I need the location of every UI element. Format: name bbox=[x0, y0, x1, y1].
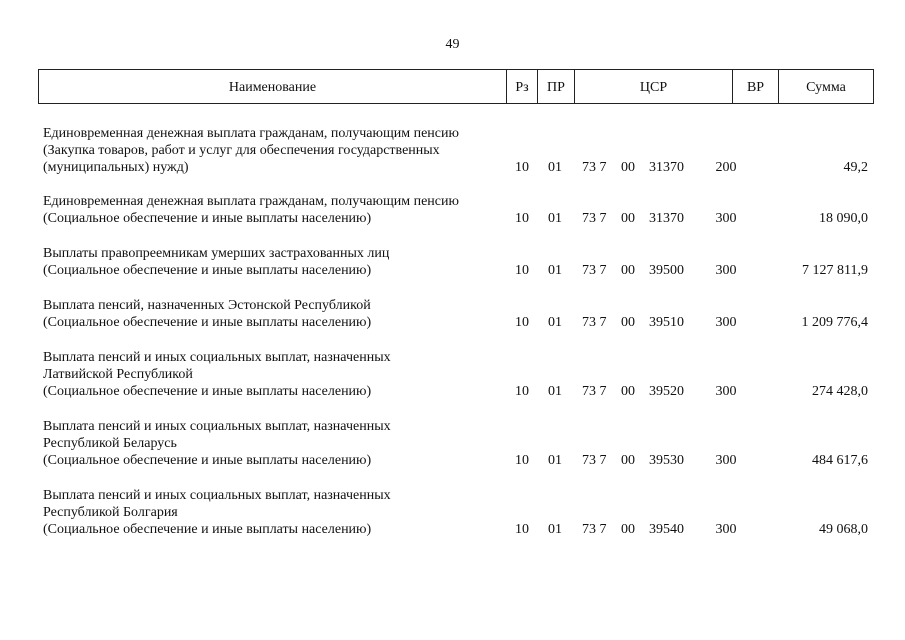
row-rz: 10 bbox=[515, 315, 529, 330]
row-vr: 300 bbox=[715, 263, 737, 278]
row-name-line: Выплата пенсий и иных социальных выплат, назначенных bbox=[43, 419, 391, 434]
row-name-line: Латвийской Республикой bbox=[43, 367, 193, 382]
row-rz: 10 bbox=[515, 384, 529, 399]
row-csr-code: 31370 bbox=[649, 211, 684, 226]
header-pr: ПР bbox=[538, 70, 575, 103]
row-name bbox=[43, 349, 503, 400]
row-sum: 49,2 bbox=[843, 160, 868, 175]
row-csr-program: 73 7 bbox=[582, 522, 607, 537]
page-number: 49 bbox=[445, 37, 460, 52]
row-csr-program: 73 7 bbox=[582, 263, 607, 278]
row-name bbox=[43, 125, 503, 176]
row-csr-code: 39500 bbox=[649, 263, 684, 278]
row-vr: 300 bbox=[715, 315, 737, 330]
row-csr-program: 73 7 bbox=[582, 211, 607, 226]
row-csr-code: 39530 bbox=[649, 453, 684, 468]
row-sum: 1 209 776,4 bbox=[801, 315, 868, 330]
row-csr-subprogram: 00 bbox=[621, 453, 635, 468]
row-pr: 01 bbox=[548, 384, 562, 399]
row-vr: 300 bbox=[715, 522, 737, 537]
row-name bbox=[43, 297, 503, 331]
header-sum: Сумма bbox=[806, 80, 846, 95]
row-name-line: Единовременная денежная выплата гражданам, получающим пенсию bbox=[43, 126, 459, 141]
row-name bbox=[43, 193, 503, 227]
table-header bbox=[38, 69, 874, 104]
row-name bbox=[43, 245, 503, 279]
row-name-line: Выплата пенсий и иных социальных выплат, назначенных bbox=[43, 350, 391, 365]
row-csr-code: 39520 bbox=[649, 384, 684, 399]
row-csr-program: 73 7 bbox=[582, 160, 607, 175]
row-name-line: (Социальное обеспечение и иные выплаты населению) bbox=[43, 211, 372, 226]
row-csr-subprogram: 00 bbox=[621, 315, 635, 330]
row-csr-subprogram: 00 bbox=[621, 263, 635, 278]
row-rz: 10 bbox=[515, 160, 529, 175]
row-name-line: Выплата пенсий и иных социальных выплат, назначенных bbox=[43, 488, 391, 503]
header-rz: Рз bbox=[507, 70, 538, 103]
row-csr-subprogram: 00 bbox=[621, 522, 635, 537]
row-name-line: (Закупка товаров, работ и услуг для обеспечения государственных bbox=[43, 143, 440, 158]
row-rz: 10 bbox=[515, 522, 529, 537]
row-name-line: (муниципальных) нужд) bbox=[43, 160, 189, 175]
row-name-line: Выплаты правопреемникам умерших застрахованных лиц bbox=[43, 246, 390, 261]
row-rz: 10 bbox=[515, 453, 529, 468]
header-name: Наименование bbox=[39, 70, 507, 103]
row-pr: 01 bbox=[548, 453, 562, 468]
row-name-line: Выплата пенсий, назначенных Эстонской Республикой bbox=[43, 298, 371, 313]
row-name bbox=[43, 487, 503, 538]
row-csr-code: 39540 bbox=[649, 522, 684, 537]
row-sum: 484 617,6 bbox=[812, 453, 868, 468]
row-pr: 01 bbox=[548, 522, 562, 537]
row-name bbox=[43, 418, 503, 469]
header-vr: ВР bbox=[733, 70, 779, 103]
row-csr-subprogram: 00 bbox=[621, 384, 635, 399]
row-name-line: (Социальное обеспечение и иные выплаты населению) bbox=[43, 315, 372, 330]
row-sum: 49 068,0 bbox=[819, 522, 868, 537]
row-name-line: Республикой Болгария bbox=[43, 505, 178, 520]
row-pr: 01 bbox=[548, 315, 562, 330]
row-name-line: (Социальное обеспечение и иные выплаты населению) bbox=[43, 453, 372, 468]
row-pr: 01 bbox=[548, 211, 562, 226]
row-vr: 300 bbox=[715, 211, 737, 226]
row-csr-subprogram: 00 bbox=[621, 211, 635, 226]
row-rz: 10 bbox=[515, 211, 529, 226]
row-vr: 200 bbox=[715, 160, 737, 175]
row-name-line: (Социальное обеспечение и иные выплаты населению) bbox=[43, 522, 372, 537]
row-csr-program: 73 7 bbox=[582, 453, 607, 468]
row-vr: 300 bbox=[715, 453, 737, 468]
row-name-line: (Социальное обеспечение и иные выплаты населению) bbox=[43, 384, 372, 399]
row-csr-subprogram: 00 bbox=[621, 160, 635, 175]
row-csr-code: 31370 bbox=[649, 160, 684, 175]
row-sum: 18 090,0 bbox=[819, 211, 868, 226]
row-csr-code: 39510 bbox=[649, 315, 684, 330]
row-rz: 10 bbox=[515, 263, 529, 278]
row-vr: 300 bbox=[715, 384, 737, 399]
row-sum: 274 428,0 bbox=[812, 384, 868, 399]
row-name-line: (Социальное обеспечение и иные выплаты населению) bbox=[43, 263, 372, 278]
row-csr-program: 73 7 bbox=[582, 315, 607, 330]
row-name-line: Единовременная денежная выплата гражданам, получающим пенсию bbox=[43, 194, 459, 209]
row-sum: 7 127 811,9 bbox=[802, 263, 868, 278]
row-pr: 01 bbox=[548, 263, 562, 278]
header-csr: ЦСР bbox=[575, 70, 733, 103]
row-pr: 01 bbox=[548, 160, 562, 175]
row-name-line: Республикой Беларусь bbox=[43, 436, 177, 451]
row-csr-program: 73 7 bbox=[582, 384, 607, 399]
